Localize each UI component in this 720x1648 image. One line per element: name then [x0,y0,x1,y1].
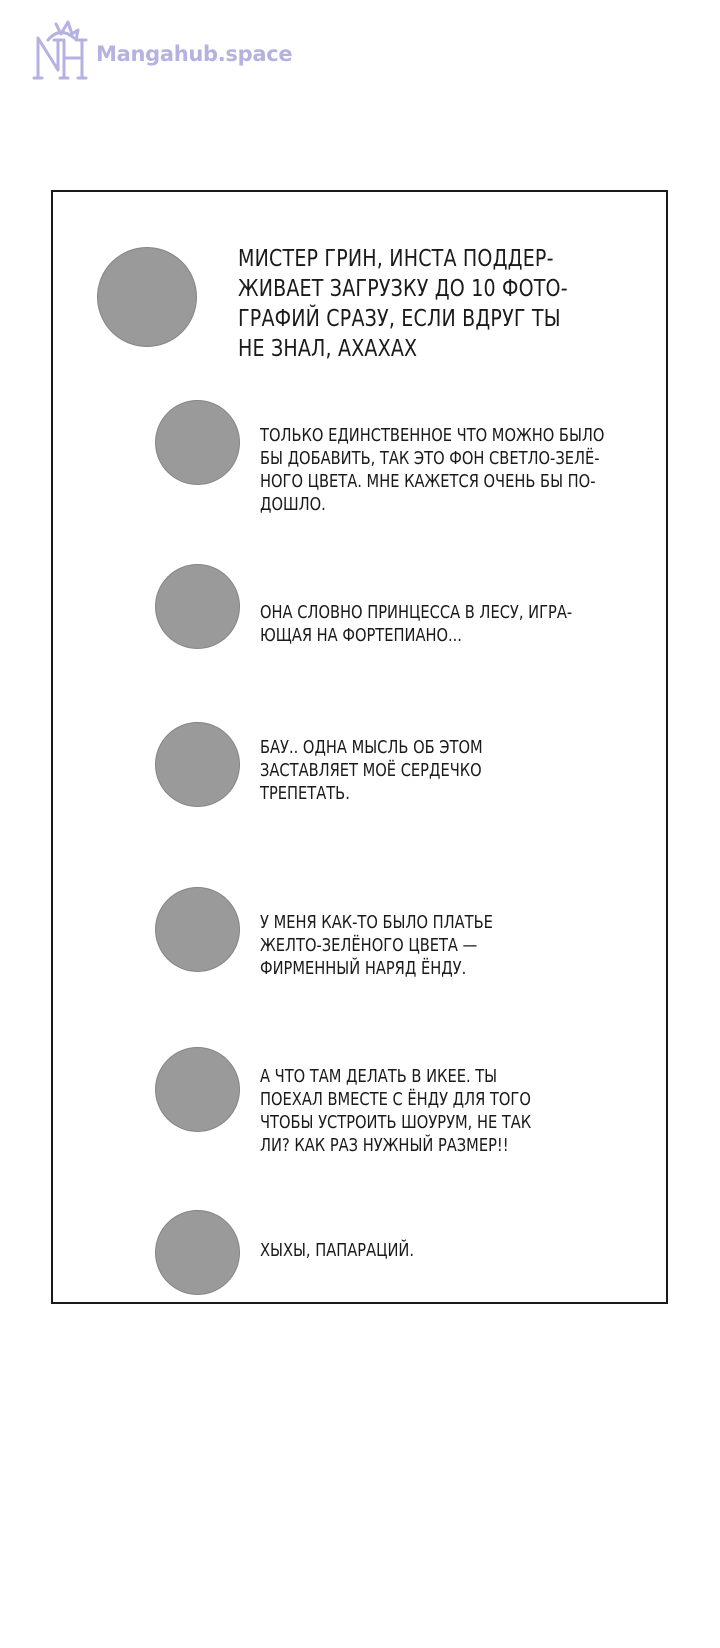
avatar-placeholder-icon [97,247,197,347]
message-text: ТОЛЬКО ЕДИНСТВЕННОЕ ЧТО МОЖНО БЫЛО БЫ ДОБАВИТЬ, ТАК ЭТО ФОН СВЕТЛО-ЗЕЛЁ- НОГО ЦВЕТА. МНЕ КАЖЕТСЯ ОЧЕНЬ БЫ ПО- ДОШЛО. [260,426,605,515]
avatar-placeholder-icon [155,1047,240,1132]
avatar-placeholder-icon [155,564,240,649]
watermark-text: Mangahub.space [96,42,293,66]
message-text: А ЧТО ТАМ ДЕЛАТЬ В ИКЕЕ. ТЫ ПОЕХАЛ ВМЕСТЕ С ЁНДУ ДЛЯ ТОГО ЧТОБЫ УСТРОИТЬ ШОУРУМ, НЕ ТАК ЛИ? КАК РАЗ НУЖНЫЙ РАЗМЕР!! [260,1067,532,1156]
message-text: БАУ.. ОДНА МЫСЛЬ ОБ ЭТОМ ЗАСТАВЛЯЕТ МОЁ СЕРДЕЧКО ТРЕПЕТАТЬ. [260,738,483,804]
message-text: МИСТЕР ГРИН, ИНСТА ПОДДЕР- ЖИВАЕТ ЗАГРУЗКУ ДО 10 ФОТО- ГРАФИЙ СРАЗУ, ЕСЛИ ВДРУГ ТЫ НЕ ЗНАЛ, АХАХАХ [238,246,568,362]
message-text: ОНА СЛОВНО ПРИНЦЕССА В ЛЕСУ, ИГРА- ЮЩАЯ НА ФОРТЕПИАНО... [260,603,573,646]
watermark [28,16,292,86]
chat-panel [51,190,668,1304]
avatar-placeholder-icon [155,1210,240,1295]
avatar-placeholder-icon [155,722,240,807]
message-text: ХЫХЫ, ПАПАРАЦИЙ. [260,1241,415,1261]
avatar-placeholder-icon [155,887,240,972]
message-text: У МЕНЯ КАК-ТО БЫЛО ПЛАТЬЕ ЖЕЛТО-ЗЕЛЁНОГО ЦВЕТА — ФИРМЕННЫЙ НАРЯД ЁНДУ. [260,913,493,979]
avatar-placeholder-icon [155,400,240,485]
mangahub-fox-logo-icon [28,18,92,84]
